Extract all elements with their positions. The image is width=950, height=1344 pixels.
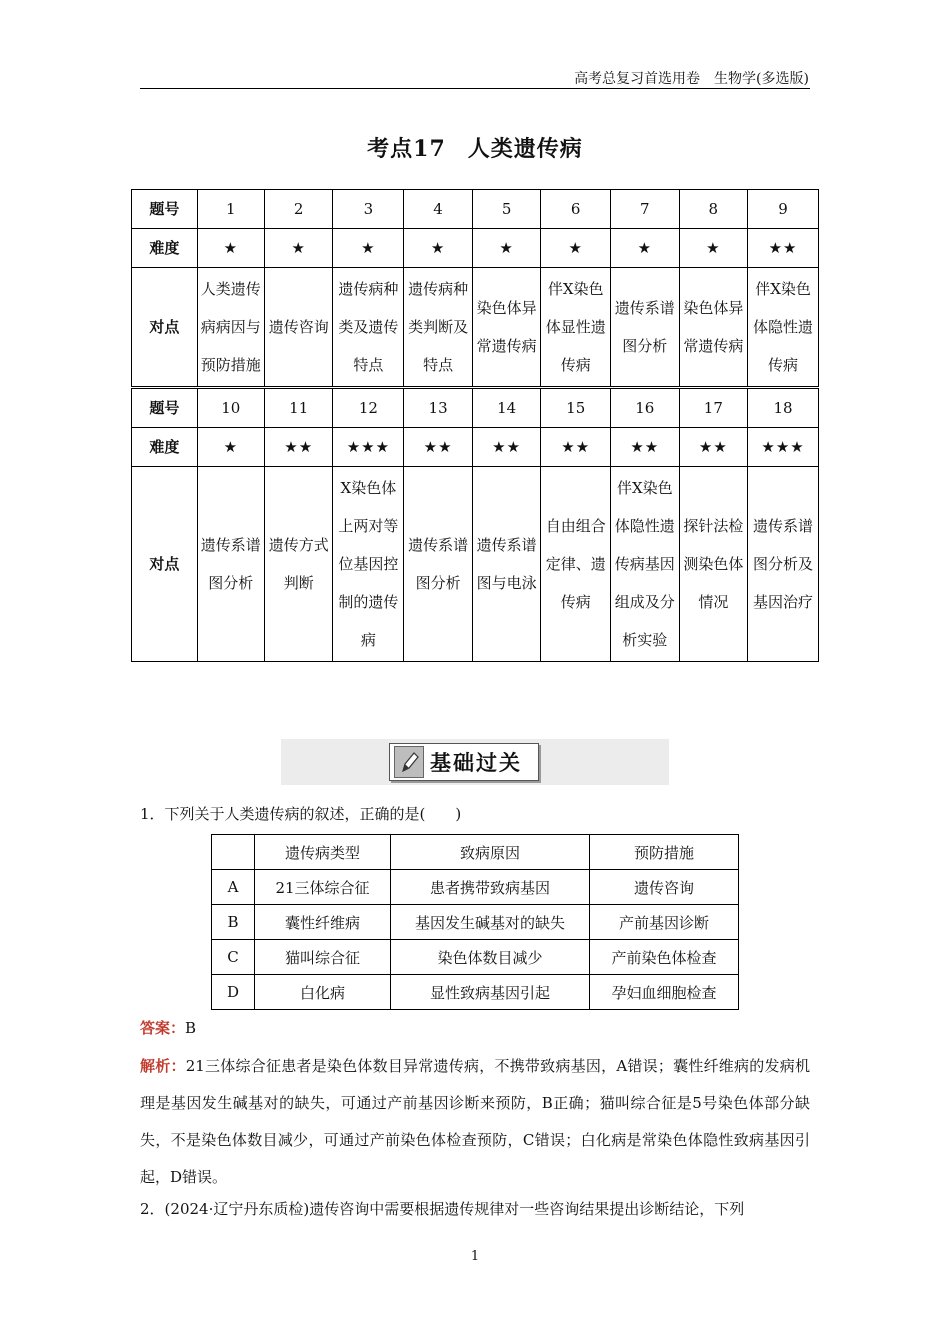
- difficulty-table-row: [132, 428, 819, 467]
- difficulty-cell: ★★: [472, 428, 541, 467]
- option-header-cell: [212, 835, 255, 870]
- section-banner-label: 基础过关: [430, 751, 522, 775]
- topic-row-label: 对点: [132, 268, 198, 388]
- difficulty-cell: ★: [197, 229, 264, 268]
- option-table-row: [212, 905, 739, 940]
- difficulty-table-row: [132, 190, 819, 229]
- option-cell: 产前基因诊断: [590, 905, 739, 940]
- option-cell: 孕妇血细胞检查: [590, 975, 739, 1010]
- difficulty-row-label: 难度: [132, 229, 198, 268]
- page-number: 1: [470, 1249, 480, 1264]
- number-row-label: 题号: [132, 190, 198, 229]
- question-1-table: [211, 834, 739, 1010]
- difficulty-cell: ★★★: [333, 428, 404, 467]
- answer-label: 答案：: [140, 1019, 186, 1037]
- difficulty-cell: ★: [541, 229, 611, 268]
- topic-cell: 遗传方式判断: [264, 467, 333, 662]
- number-cell: 13: [404, 388, 473, 428]
- difficulty-table-row: [132, 467, 819, 662]
- number-row-label: 题号: [132, 388, 198, 428]
- topic-cell: 伴X染色体隐性遗传病基因组成及分析实验: [611, 467, 680, 662]
- pencil-icon: [394, 746, 424, 778]
- answer-line: [140, 1017, 196, 1038]
- difficulty-table: [131, 189, 819, 662]
- number-cell: 11: [264, 388, 333, 428]
- option-cell: 猫叫综合征: [255, 940, 391, 975]
- option-cell: A: [212, 870, 255, 905]
- option-cell: 白化病: [255, 975, 391, 1010]
- title-code: 考点17: [367, 136, 446, 162]
- header-rule: [140, 88, 810, 89]
- difficulty-cell: ★★: [748, 229, 819, 268]
- topic-cell: 伴X染色体隐性遗传病: [748, 268, 819, 388]
- option-table-row: [212, 940, 739, 975]
- number-cell: 9: [748, 190, 819, 229]
- topic-cell: 遗传病种类判断及特点: [404, 268, 473, 388]
- option-header-cell: 预防措施: [590, 835, 739, 870]
- topic-cell: X染色体上两对等位基因控制的遗传病: [333, 467, 404, 662]
- option-cell: 21三体综合征: [255, 870, 391, 905]
- number-cell: 1: [197, 190, 264, 229]
- number-cell: 18: [748, 388, 819, 428]
- topic-cell: 遗传病种类及遗传特点: [333, 268, 404, 388]
- question-1-stem: 1．下列关于人类遗传病的叙述，正确的是( ): [140, 805, 462, 823]
- difficulty-cell: ★: [333, 229, 404, 268]
- number-cell: 15: [541, 388, 611, 428]
- topic-cell: 探针法检测染色体情况: [679, 467, 748, 662]
- difficulty-cell: ★: [197, 428, 264, 467]
- number-cell: 17: [679, 388, 748, 428]
- section-banner: [281, 739, 669, 785]
- option-cell: D: [212, 975, 255, 1010]
- number-cell: 4: [404, 190, 473, 229]
- topic-cell: 遗传系谱图分析: [611, 268, 680, 388]
- option-cell: 基因发生碱基对的缺失: [391, 905, 590, 940]
- number-cell: 10: [197, 388, 264, 428]
- number-cell: 14: [472, 388, 541, 428]
- number-cell: 5: [472, 190, 541, 229]
- option-cell: 遗传咨询: [590, 870, 739, 905]
- number-cell: 16: [611, 388, 680, 428]
- difficulty-cell: ★★: [611, 428, 680, 467]
- option-cell: 囊性纤维病: [255, 905, 391, 940]
- number-cell: 3: [333, 190, 404, 229]
- option-cell: 产前染色体检查: [590, 940, 739, 975]
- topic-cell: 自由组合定律、遗传病: [541, 467, 611, 662]
- topic-cell: 遗传咨询: [264, 268, 333, 388]
- explanation-text: 21三体综合征患者是染色体数目异常遗传病，不携带致病基因，A错误；囊性纤维病的发病机理是基因发生碱基对的缺失，可通过产前基因诊断来预防，B正确；猫叫综合征是5号染色体部分缺失，不是染色体数目减少，可通过产前染色体检查预防，C错误；白化病是常染色体隐性致病基因引起，D错误。: [140, 1057, 810, 1186]
- difficulty-table-row: [132, 268, 819, 388]
- difficulty-cell: ★: [472, 229, 541, 268]
- running-header: 高考总复习首选用卷 生物学(多选版): [574, 71, 809, 87]
- option-table-row: [212, 870, 739, 905]
- difficulty-table-row: [132, 388, 819, 428]
- number-cell: 8: [679, 190, 748, 229]
- option-table-row: [212, 975, 739, 1010]
- topic-cell: 伴X染色体显性遗传病: [541, 268, 611, 388]
- option-header-cell: 遗传病类型: [255, 835, 391, 870]
- topic-cell: 人类遗传病病因与预防措施: [197, 268, 264, 388]
- difficulty-cell: ★★★: [748, 428, 819, 467]
- difficulty-cell: ★★: [264, 428, 333, 467]
- section-banner-box: [389, 743, 539, 781]
- difficulty-table-row: [132, 229, 819, 268]
- number-cell: 12: [333, 388, 404, 428]
- title-name: 人类遗传病: [467, 136, 583, 162]
- explanation-label: 解析：: [140, 1057, 186, 1075]
- difficulty-row-label: 难度: [132, 428, 198, 467]
- option-table-header: [212, 835, 739, 870]
- option-header-cell: 致病原因: [391, 835, 590, 870]
- difficulty-cell: ★: [679, 229, 748, 268]
- option-cell: 染色体数目减少: [391, 940, 590, 975]
- topic-cell: 遗传系谱图分析及基因治疗: [748, 467, 819, 662]
- difficulty-cell: ★★: [541, 428, 611, 467]
- difficulty-cell: ★★: [679, 428, 748, 467]
- explanation: [140, 1048, 810, 1196]
- topic-row-label: 对点: [132, 467, 198, 662]
- number-cell: 6: [541, 190, 611, 229]
- topic-cell: 遗传系谱图分析: [404, 467, 473, 662]
- topic-cell: 遗传系谱图与电泳: [472, 467, 541, 662]
- question-2-stem: 2．(2024·辽宁丹东质检)遗传咨询中需要根据遗传规律对一些咨询结果提出诊断结论，下列: [140, 1200, 745, 1218]
- page-title: [0, 132, 950, 163]
- difficulty-cell: ★: [404, 229, 473, 268]
- topic-cell: 染色体异常遗传病: [472, 268, 541, 388]
- topic-cell: 染色体异常遗传病: [679, 268, 748, 388]
- difficulty-cell: ★: [611, 229, 680, 268]
- number-cell: 7: [611, 190, 680, 229]
- option-cell: B: [212, 905, 255, 940]
- number-cell: 2: [264, 190, 333, 229]
- option-cell: 患者携带致病基因: [391, 870, 590, 905]
- answer-value: B: [185, 1019, 197, 1037]
- difficulty-cell: ★★: [404, 428, 473, 467]
- difficulty-cell: ★: [264, 229, 333, 268]
- option-cell: 显性致病基因引起: [391, 975, 590, 1010]
- option-cell: C: [212, 940, 255, 975]
- topic-cell: 遗传系谱图分析: [197, 467, 264, 662]
